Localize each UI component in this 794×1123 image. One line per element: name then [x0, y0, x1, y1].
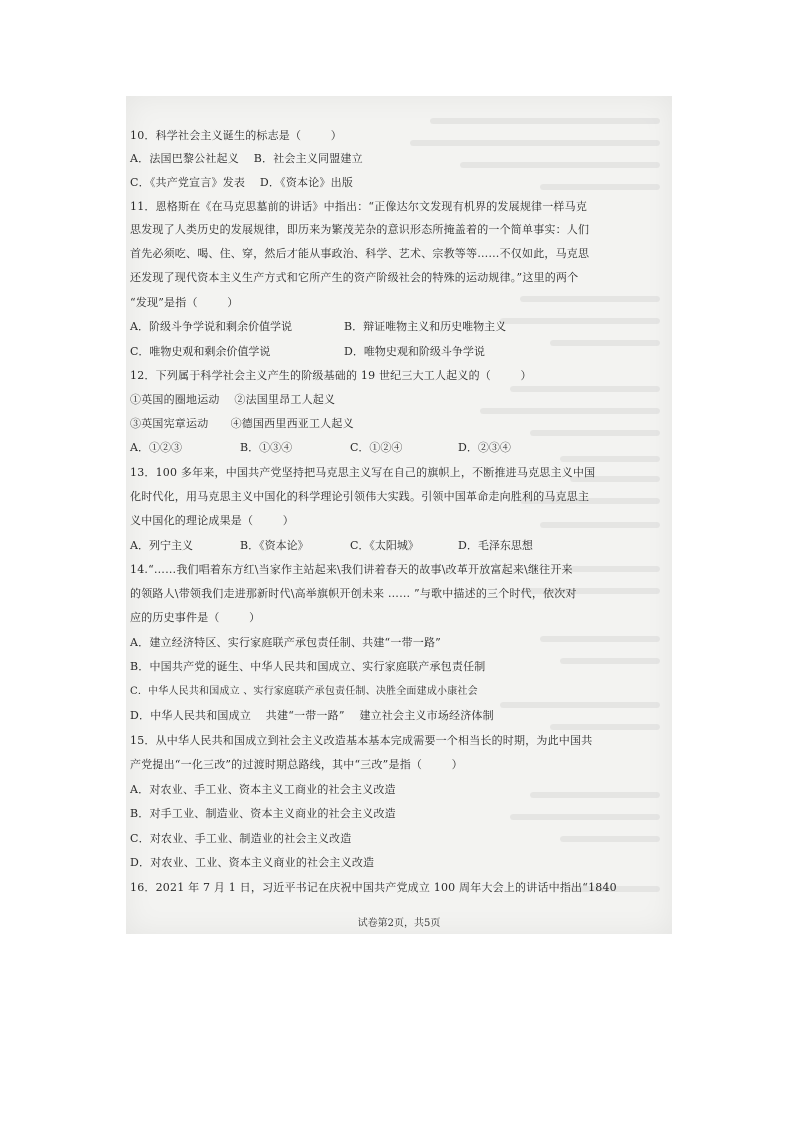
question-13-stem-line-3: 义中国化的理论成果是（ ）	[130, 514, 294, 527]
question-13-stem-line-1: 13．100 多年来，中国共产党坚持把马克思主义写在自己的旗帜上，不断推进马克思主义中国	[130, 466, 596, 479]
question-10-stem: 10．科学社会主义诞生的标志是（ ）	[130, 129, 342, 142]
question-14-option-c: C．中华人民共和国成立 、实行家庭联产承包责任制、决胜全面建成小康社会	[130, 686, 478, 697]
question-15-stem-line-2: 产党提出“一化三改”的过渡时期总路线，其中“三改”是指（ ）	[130, 758, 463, 771]
question-11-option-d: D．唯物史观和阶级斗争学说	[344, 345, 485, 358]
question-11-stem-line-3: 首先必须吃、喝、住、穿，然后才能从事政治、科学、艺术、宗教等等……不仅如此，马克思	[130, 247, 590, 260]
question-15-option-a: A．对农业、手工业、资本主义工商业的社会主义改造	[130, 783, 396, 796]
question-15-option-d: D．对农业、工业、资本主义商业的社会主义改造	[130, 856, 375, 869]
question-14-option-d: D．中华人民共和国成立 共建“一带一路” 建立社会主义市场经济体制	[130, 709, 494, 722]
question-12-option-c: C．①②④	[350, 441, 403, 454]
question-14-option-b: B．中国共产党的诞生、中华人民共和国成立、实行家庭联产承包责任制	[130, 660, 486, 673]
question-15-option-b: B．对手工业、制造业、资本主义商业的社会主义改造	[130, 807, 396, 820]
question-15-stem-line-1: 15．从中华人民共和国成立到社会主义改造基本基本完成需要一个相当长的时期，为此中国共	[130, 734, 593, 747]
question-13-option-a: A．列宁主义	[130, 539, 193, 552]
question-11-option-c: C．唯物史观和剩余价值学说	[130, 345, 271, 358]
page-footer: 试卷第2页，共5页	[357, 918, 441, 929]
question-10-options-row-1: A．法国巴黎公社起义 B．社会主义同盟建立	[130, 152, 363, 165]
question-12-item-row-1: ①英国的圈地运动 ②法国里昂工人起义	[130, 393, 336, 406]
question-13-stem-line-2: 化时代化，用马克思主义中国化的科学理论引领伟大实践。引领中国革命走向胜利的马克思主	[130, 490, 590, 503]
question-12-item-row-2: ③英国宪章运动 ④德国西里西亚工人起义	[130, 417, 354, 430]
question-11-option-a: A．阶级斗争学说和剩余价值学说	[130, 320, 292, 333]
question-12-option-d: D．②③④	[458, 441, 511, 454]
question-13-option-b: B．《资本论》	[240, 539, 309, 552]
question-11-option-b: B．辩证唯物主义和历史唯物主义	[344, 320, 507, 333]
question-11-stem-line-2: 思发现了人类历史的发展规律，即历来为繁茂芜杂的意识形态所掩盖着的一个简单事实：人们	[130, 223, 590, 236]
question-16-stem: 16．2021 年 7 月 1 日，习近平书记在庆祝中国共产党成立 100 周年大会上的讲话中指出“1840	[130, 881, 617, 894]
exam-page	[126, 96, 672, 934]
question-13-option-d: D．毛泽东思想	[458, 539, 533, 552]
question-14-stem-line-2: 的领路人\带领我们走进那新时代\高举旗帜开创未来 …… ”与歌中描述的三个时代，依次对	[130, 587, 577, 600]
question-11-stem-line-5: “发现”是指（ ）	[130, 296, 239, 309]
question-11-stem-line-1: 11．恩格斯在《在马克思墓前的讲话》中指出：“正像达尔文发现有机界的发展规律一样马克	[130, 200, 588, 213]
question-12-option-b: B．①③④	[240, 441, 293, 454]
question-14-stem-line-3: 应的历史事件是（ ）	[130, 611, 261, 624]
question-10-options-row-2: C．《共产党宣言》发表 D．《资本论》出版	[130, 176, 354, 189]
question-11-stem-line-4: 还发现了现代资本主义生产方式和它所产生的资产阶级社会的特殊的运动规律。”这里的两个	[130, 271, 579, 284]
question-12-stem: 12．下列属于科学社会主义产生的阶级基础的 19 世纪三大工人起义的（ ）	[130, 369, 532, 382]
question-14-stem-line-1: 14.“……我们唱着东方红\当家作主站起来\我们讲着春天的故事\改革开放富起来\继往开来	[130, 563, 573, 576]
question-15-option-c: C．对农业、手工业、制造业的社会主义改造	[130, 832, 352, 845]
question-14-option-a: A．建立经济特区、实行家庭联产承包责任制、共建“一带一路”	[130, 636, 441, 649]
question-12-option-a: A．①②③	[130, 441, 182, 454]
question-13-option-c: C．《太阳城》	[350, 539, 419, 552]
